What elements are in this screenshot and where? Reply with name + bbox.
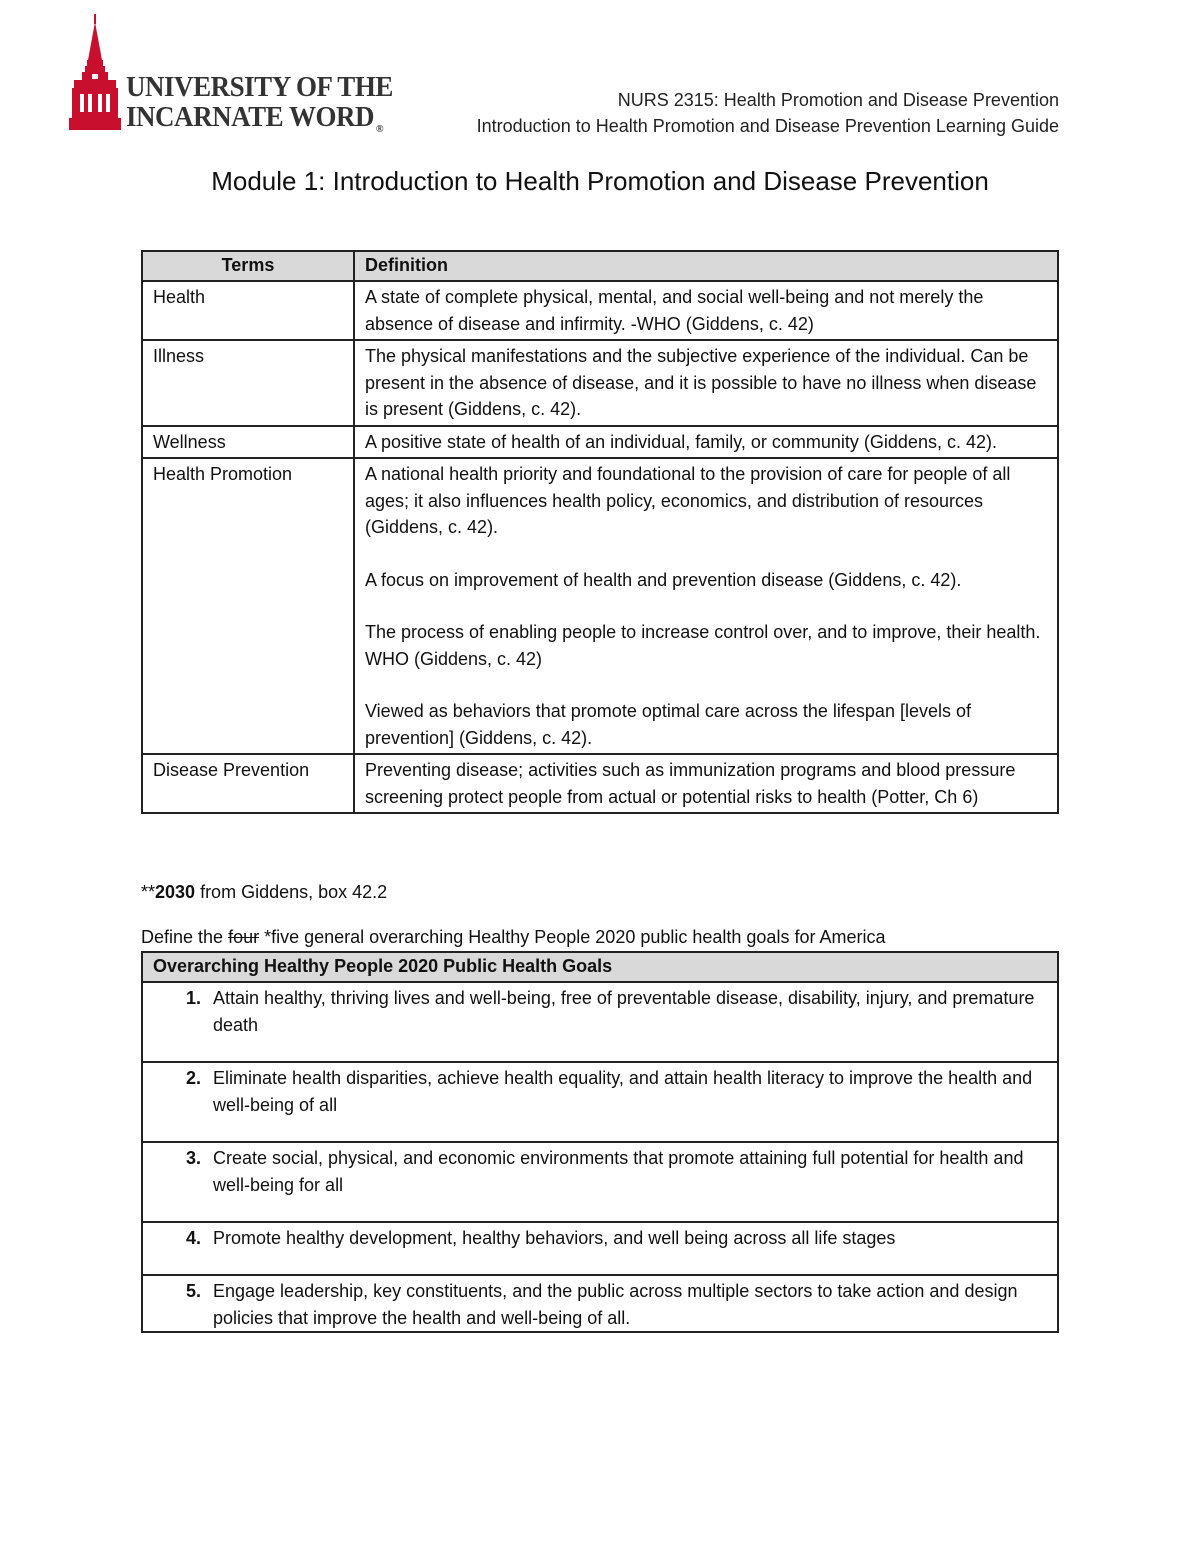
registered-mark: ®	[375, 123, 384, 135]
terms-table-row	[142, 458, 1058, 754]
definition-text: A positive state of health of an individual, family, or community (Giddens, c. 42).	[365, 431, 997, 452]
terms-table-row	[142, 281, 1058, 340]
goal-row	[142, 1275, 1058, 1332]
university-logo	[68, 14, 398, 140]
terms-column-header: Terms	[142, 251, 354, 281]
course-title: NURS 2315: Health Promotion and Disease Prevention	[617, 90, 1059, 110]
note-prefix: **	[141, 882, 156, 902]
goals-table	[141, 951, 1059, 1333]
goal-row	[142, 982, 1058, 1062]
definition-text: Preventing disease; activities such as immunization programs and blood pressure screening protect people from actual or potential risks to health (Potter, Ch 6)	[365, 760, 1016, 807]
definition-text: The process of enabling people to increase control over, and to improve, their health. WHO (Giddens, c. 42)	[365, 622, 1041, 669]
instruction-after: *five general overarching Healthy People 2020 public health goals for America	[259, 927, 886, 947]
goal-cell	[142, 1275, 1058, 1332]
definition-cell	[354, 754, 1058, 813]
goal-number: 4.	[185, 1228, 201, 1248]
terms-table	[141, 250, 1059, 814]
terms-table-row	[142, 340, 1058, 426]
terms-table-header-row	[142, 251, 1058, 281]
definition-text: A focus on improvement of health and prevention disease (Giddens, c. 42).	[365, 569, 962, 590]
term-cell: Disease Prevention	[142, 754, 354, 813]
goal-cell	[142, 1142, 1058, 1222]
definition-cell	[354, 426, 1058, 459]
term-cell: Illness	[142, 340, 354, 426]
goal-row	[142, 1062, 1058, 1142]
goal-text: Create social, physical, and economic environments that promote attaining full potential for health and well-being for all	[213, 1148, 1024, 1195]
definition-text: A national health priority and foundational to the provision of care for people of all ages; it also influences health policy, economics, and distribution of resources (Giddens, c. 42).	[365, 464, 1011, 537]
goal-text: Engage leadership, key constituents, and the public across multiple sectors to take action and design policies that improve the health and well-being of all.	[213, 1281, 1018, 1328]
definition-cell	[354, 458, 1058, 754]
goal-number: 1.	[185, 988, 201, 1008]
goal-row	[142, 1142, 1058, 1222]
goal-number: 2.	[185, 1068, 201, 1088]
definition-column-header: Definition	[354, 251, 1058, 281]
goals-table-header: Overarching Healthy People 2020 Public Health Goals	[142, 952, 1058, 982]
definition-cell	[354, 340, 1058, 426]
goal-cell	[142, 982, 1058, 1062]
goal-cell	[142, 1222, 1058, 1275]
struck-word: four	[228, 927, 260, 947]
instruction-text	[141, 927, 885, 948]
note-year: 2030	[155, 882, 196, 902]
goal-number: 3.	[185, 1148, 201, 1168]
goal-text: Attain healthy, thriving lives and well-being, free of preventable disease, disability, injury, and premature death	[213, 988, 1035, 1035]
definition-cell	[354, 281, 1058, 340]
goal-text: Eliminate health disparities, achieve health equality, and attain health literacy to improve the health and well-being of all	[213, 1068, 1033, 1115]
logo-line-1: UNIVERSITY OF THE	[126, 71, 393, 103]
tower-icon	[68, 14, 124, 132]
term-cell: Wellness	[142, 426, 354, 459]
goal-number: 5.	[185, 1281, 201, 1301]
terms-table-row	[142, 426, 1058, 459]
term-cell: Health	[142, 281, 354, 340]
source-note	[141, 882, 387, 903]
logo-wordmark	[126, 72, 393, 144]
goal-row	[142, 1222, 1058, 1275]
page-title: Module 1: Introduction to Health Promotion and Disease Prevention	[211, 166, 989, 196]
definition-text: A state of complete physical, mental, and social well-being and not merely the absence of disease and infirmity. -WHO (Giddens, c. 42)	[365, 287, 984, 334]
term-cell: Health Promotion	[142, 458, 354, 754]
logo-line-2: INCARNATE WORD	[126, 101, 374, 133]
definition-text: Viewed as behaviors that promote optimal care across the lifespan [levels of prevention] (Giddens, c. 42).	[365, 701, 971, 748]
terms-table-row	[142, 754, 1058, 813]
document-header	[477, 87, 1059, 139]
note-rest: from Giddens, box 42.2	[195, 882, 388, 902]
goals-table-header-row	[142, 952, 1058, 982]
instruction-before: Define the	[141, 927, 229, 947]
goal-cell	[142, 1062, 1058, 1142]
goal-text: Promote healthy development, healthy behaviors, and well being across all life stages	[213, 1228, 896, 1248]
guide-title: Introduction to Health Promotion and Disease Prevention Learning Guide	[476, 116, 1059, 136]
definition-text: The physical manifestations and the subjective experience of the individual. Can be present in the absence of disease, and it is possible to have no illness when disease is present (Giddens, c. 42).	[365, 346, 1037, 419]
